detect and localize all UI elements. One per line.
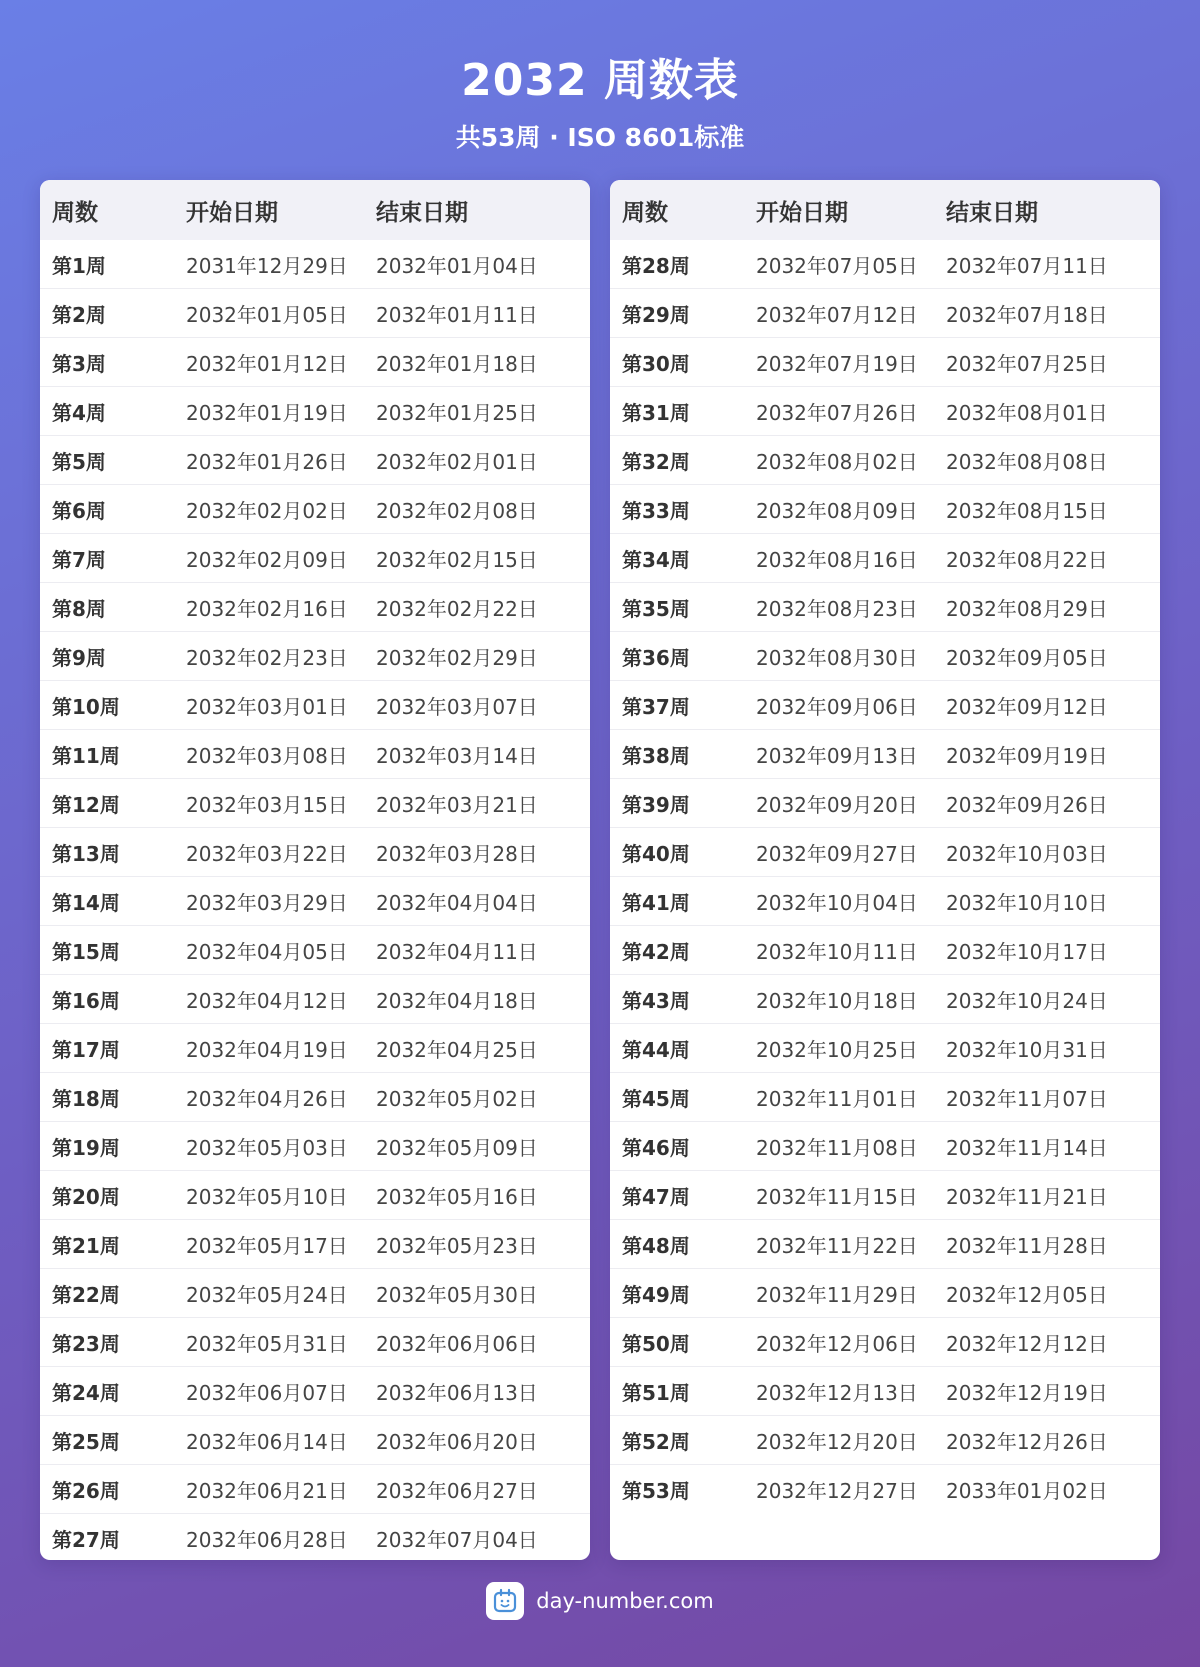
table-row: [610, 681, 1160, 730]
start-date: 2032年01月26日: [186, 436, 376, 485]
week-label: 第53周: [610, 1465, 756, 1514]
start-date: 2032年06月21日: [186, 1465, 376, 1514]
week-label: 第23周: [40, 1318, 186, 1367]
table-row: [40, 828, 590, 877]
start-date: 2032年11月22日: [756, 1220, 946, 1269]
week-label: 第9周: [40, 632, 186, 681]
week-rows-left: [40, 240, 590, 1560]
table-row: [610, 975, 1160, 1024]
start-date: 2032年12月20日: [756, 1416, 946, 1465]
table-row: [610, 1073, 1160, 1122]
end-date: 2032年08月15日: [946, 485, 1160, 534]
end-date: 2032年08月08日: [946, 436, 1160, 485]
end-date: 2032年12月19日: [946, 1367, 1160, 1416]
start-date: 2032年10月18日: [756, 975, 946, 1024]
start-date: 2032年07月26日: [756, 387, 946, 436]
table-row: [610, 534, 1160, 583]
end-date: 2032年06月27日: [376, 1465, 590, 1514]
start-date: 2032年03月22日: [186, 828, 376, 877]
start-date: 2032年03月29日: [186, 877, 376, 926]
week-label: 第41周: [610, 877, 756, 926]
week-label: 第34周: [610, 534, 756, 583]
start-date: 2032年09月06日: [756, 681, 946, 730]
end-date: 2032年01月11日: [376, 289, 590, 338]
table-row: [40, 975, 590, 1024]
week-label: 第8周: [40, 583, 186, 632]
start-date: 2032年10月11日: [756, 926, 946, 975]
table-row: [40, 877, 590, 926]
table-row: [40, 681, 590, 730]
table-row: [40, 1073, 590, 1122]
end-date: 2032年06月06日: [376, 1318, 590, 1367]
start-date: 2032年10月04日: [756, 877, 946, 926]
week-label: 第43周: [610, 975, 756, 1024]
week-label: 第30周: [610, 338, 756, 387]
start-date: 2032年04月26日: [186, 1073, 376, 1122]
start-date: 2032年06月14日: [186, 1416, 376, 1465]
week-label: 第48周: [610, 1220, 756, 1269]
week-label: 第22周: [40, 1269, 186, 1318]
end-date: 2032年03月07日: [376, 681, 590, 730]
week-label: 第52周: [610, 1416, 756, 1465]
week-label: 第27周: [40, 1514, 186, 1561]
column-header-start-date: 开始日期: [756, 180, 946, 240]
start-date: 2032年03月15日: [186, 779, 376, 828]
table-row: [40, 926, 590, 975]
end-date: 2032年09月05日: [946, 632, 1160, 681]
page-subtitle: 共53周 · ISO 8601标准: [455, 123, 745, 152]
week-label: 第35周: [610, 583, 756, 632]
end-date: 2032年04月11日: [376, 926, 590, 975]
start-date: 2032年10月25日: [756, 1024, 946, 1073]
end-date: 2032年06月13日: [376, 1367, 590, 1416]
start-date: 2032年05月17日: [186, 1220, 376, 1269]
week-label: 第7周: [40, 534, 186, 583]
end-date: 2032年05月23日: [376, 1220, 590, 1269]
page-title: 2032 周数表: [461, 55, 739, 106]
start-date: 2032年11月15日: [756, 1171, 946, 1220]
table-row: [40, 1122, 590, 1171]
end-date: 2032年10月10日: [946, 877, 1160, 926]
week-label: 第5周: [40, 436, 186, 485]
week-label: 第14周: [40, 877, 186, 926]
week-label: 第18周: [40, 1073, 186, 1122]
end-date: 2032年03月21日: [376, 779, 590, 828]
table-row: [610, 926, 1160, 975]
start-date: 2032年07月19日: [756, 338, 946, 387]
end-date: 2032年01月25日: [376, 387, 590, 436]
table-row: [610, 1220, 1160, 1269]
end-date: 2032年12月05日: [946, 1269, 1160, 1318]
start-date: 2032年11月08日: [756, 1122, 946, 1171]
start-date: 2032年08月09日: [756, 485, 946, 534]
start-date: 2032年05月24日: [186, 1269, 376, 1318]
week-label: 第12周: [40, 779, 186, 828]
table-row: [610, 1122, 1160, 1171]
table-row: [610, 338, 1160, 387]
end-date: 2032年12月26日: [946, 1416, 1160, 1465]
start-date: 2032年12月27日: [756, 1465, 946, 1514]
end-date: 2032年05月16日: [376, 1171, 590, 1220]
table-row: [610, 485, 1160, 534]
start-date: 2032年02月02日: [186, 485, 376, 534]
week-label: 第24周: [40, 1367, 186, 1416]
footer: [0, 1581, 1200, 1621]
start-date: 2032年01月05日: [186, 289, 376, 338]
table-row: [40, 1514, 590, 1561]
table-row: [40, 1367, 590, 1416]
end-date: 2032年07月25日: [946, 338, 1160, 387]
table-row: [610, 289, 1160, 338]
end-date: 2032年11月14日: [946, 1122, 1160, 1171]
table-row: [40, 779, 590, 828]
week-label: 第16周: [40, 975, 186, 1024]
week-label: 第45周: [610, 1073, 756, 1122]
end-date: 2032年01月18日: [376, 338, 590, 387]
week-label: 第38周: [610, 730, 756, 779]
start-date: 2032年02月23日: [186, 632, 376, 681]
column-header-week: 周数: [40, 180, 186, 240]
end-date: 2032年09月26日: [946, 779, 1160, 828]
week-label: 第21周: [40, 1220, 186, 1269]
week-label: 第46周: [610, 1122, 756, 1171]
table-row: [40, 1171, 590, 1220]
table-row: [40, 289, 590, 338]
start-date: 2032年08月02日: [756, 436, 946, 485]
table-row: [610, 387, 1160, 436]
table-row: [610, 1171, 1160, 1220]
table-row: [40, 730, 590, 779]
table-row: [610, 632, 1160, 681]
table-row: [40, 583, 590, 632]
end-date: 2032年08月22日: [946, 534, 1160, 583]
week-table-left: [40, 180, 590, 1560]
table-row: [610, 1367, 1160, 1416]
table-row: [610, 730, 1160, 779]
end-date: 2032年05月30日: [376, 1269, 590, 1318]
end-date: 2032年02月01日: [376, 436, 590, 485]
start-date: 2032年12月06日: [756, 1318, 946, 1367]
table-row: [40, 1024, 590, 1073]
end-date: 2032年04月25日: [376, 1024, 590, 1073]
week-label: 第50周: [610, 1318, 756, 1367]
start-date: 2032年08月16日: [756, 534, 946, 583]
week-label: 第39周: [610, 779, 756, 828]
start-date: 2032年08月23日: [756, 583, 946, 632]
week-label: 第36周: [610, 632, 756, 681]
week-label: 第2周: [40, 289, 186, 338]
calendar-face-icon: [486, 1582, 524, 1620]
table-header-row: [610, 180, 1160, 240]
table-row: [40, 534, 590, 583]
end-date: 2032年05月09日: [376, 1122, 590, 1171]
start-date: 2032年09月13日: [756, 730, 946, 779]
table-row: [610, 1269, 1160, 1318]
table-row: [610, 779, 1160, 828]
table-row: [40, 1318, 590, 1367]
table-row: [40, 1269, 590, 1318]
start-date: 2032年07月12日: [756, 289, 946, 338]
start-date: 2032年03月01日: [186, 681, 376, 730]
table-row: [40, 632, 590, 681]
site-name: day-number.com: [536, 1589, 714, 1613]
end-date: 2032年11月07日: [946, 1073, 1160, 1122]
start-date: 2031年12月29日: [186, 253, 348, 278]
end-date: 2032年01月04日: [376, 253, 538, 278]
week-label: 第51周: [610, 1367, 756, 1416]
end-date: 2032年09月19日: [946, 730, 1160, 779]
end-date: 2033年01月02日: [946, 1465, 1160, 1514]
table-row: [610, 877, 1160, 926]
end-date: 2032年02月22日: [376, 583, 590, 632]
end-date: 2032年06月20日: [376, 1416, 590, 1465]
end-date: 2032年11月21日: [946, 1171, 1160, 1220]
end-date: 2032年07月18日: [946, 289, 1160, 338]
table-row: [40, 240, 590, 289]
end-date: 2032年07月11日: [946, 253, 1108, 278]
end-date: 2032年10月17日: [946, 926, 1160, 975]
start-date: 2032年07月05日: [756, 253, 918, 278]
end-date: 2032年10月24日: [946, 975, 1160, 1024]
start-date: 2032年11月29日: [756, 1269, 946, 1318]
week-label: 第47周: [610, 1171, 756, 1220]
week-label: 第4周: [40, 387, 186, 436]
start-date: 2032年11月01日: [756, 1073, 946, 1122]
week-label: 第28周: [622, 253, 690, 278]
week-label: 第11周: [40, 730, 186, 779]
week-label: 第40周: [610, 828, 756, 877]
column-header-week: 周数: [610, 180, 756, 240]
week-label: 第17周: [40, 1024, 186, 1073]
end-date: 2032年03月14日: [376, 730, 590, 779]
end-date: 2032年10月31日: [946, 1024, 1160, 1073]
week-label: 第6周: [40, 485, 186, 534]
start-date: 2032年04月05日: [186, 926, 376, 975]
end-date: 2032年02月15日: [376, 534, 590, 583]
start-date: 2032年03月08日: [186, 730, 376, 779]
start-date: 2032年09月20日: [756, 779, 946, 828]
week-label: 第20周: [40, 1171, 186, 1220]
end-date: 2032年02月29日: [376, 632, 590, 681]
start-date: 2032年04月19日: [186, 1024, 376, 1073]
week-label: 第31周: [610, 387, 756, 436]
start-date: 2032年06月28日: [186, 1514, 376, 1561]
week-table-right: [610, 180, 1160, 1513]
start-date: 2032年01月12日: [186, 338, 376, 387]
end-date: 2032年04月18日: [376, 975, 590, 1024]
week-label: 第42周: [610, 926, 756, 975]
week-label: 第33周: [610, 485, 756, 534]
table-row: [610, 240, 1160, 289]
end-date: 2032年05月02日: [376, 1073, 590, 1122]
week-label: 第29周: [610, 289, 756, 338]
week-label: 第26周: [40, 1465, 186, 1514]
table-row: [40, 485, 590, 534]
week-label: 第25周: [40, 1416, 186, 1465]
start-date: 2032年09月27日: [756, 828, 946, 877]
column-header-end-date: 结束日期: [946, 180, 1160, 240]
start-date: 2032年05月31日: [186, 1318, 376, 1367]
week-label: 第32周: [610, 436, 756, 485]
week-label: 第37周: [610, 681, 756, 730]
table-row: [610, 1416, 1160, 1465]
table-row: [610, 1465, 1160, 1514]
start-date: 2032年05月10日: [186, 1171, 376, 1220]
week-label: 第49周: [610, 1269, 756, 1318]
table-row: [40, 1465, 590, 1514]
table-row: [40, 1220, 590, 1269]
week-label: 第13周: [40, 828, 186, 877]
week-label: 第44周: [610, 1024, 756, 1073]
end-date: 2032年07月04日: [376, 1514, 590, 1561]
table-row: [610, 828, 1160, 877]
start-date: 2032年04月12日: [186, 975, 376, 1024]
start-date: 2032年01月19日: [186, 387, 376, 436]
table-row: [610, 583, 1160, 632]
end-date: 2032年04月04日: [376, 877, 590, 926]
start-date: 2032年12月13日: [756, 1367, 946, 1416]
week-label: 第3周: [40, 338, 186, 387]
start-date: 2032年05月03日: [186, 1122, 376, 1171]
table-row: [40, 1416, 590, 1465]
start-date: 2032年06月07日: [186, 1367, 376, 1416]
table-row: [610, 1318, 1160, 1367]
end-date: 2032年08月01日: [946, 387, 1160, 436]
column-header-end-date: 结束日期: [376, 180, 590, 240]
week-table-card-right: [610, 180, 1160, 1560]
end-date: 2032年11月28日: [946, 1220, 1160, 1269]
table-row: [610, 436, 1160, 485]
week-label: 第1周: [52, 253, 106, 278]
end-date: 2032年09月12日: [946, 681, 1160, 730]
end-date: 2032年10月03日: [946, 828, 1160, 877]
end-date: 2032年08月29日: [946, 583, 1160, 632]
start-date: 2032年02月16日: [186, 583, 376, 632]
week-label: 第10周: [40, 681, 186, 730]
start-date: 2032年08月30日: [756, 632, 946, 681]
week-label: 第15周: [40, 926, 186, 975]
week-rows-right: [610, 240, 1160, 1513]
table-header-row: [40, 180, 590, 240]
end-date: 2032年02月08日: [376, 485, 590, 534]
week-label: 第19周: [40, 1122, 186, 1171]
column-header-start-date: 开始日期: [186, 180, 376, 240]
table-row: [610, 1024, 1160, 1073]
table-row: [40, 436, 590, 485]
table-row: [40, 387, 590, 436]
start-date: 2032年02月09日: [186, 534, 376, 583]
week-table-card-left: [40, 180, 590, 1560]
end-date: 2032年03月28日: [376, 828, 590, 877]
table-row: [40, 338, 590, 387]
end-date: 2032年12月12日: [946, 1318, 1160, 1367]
